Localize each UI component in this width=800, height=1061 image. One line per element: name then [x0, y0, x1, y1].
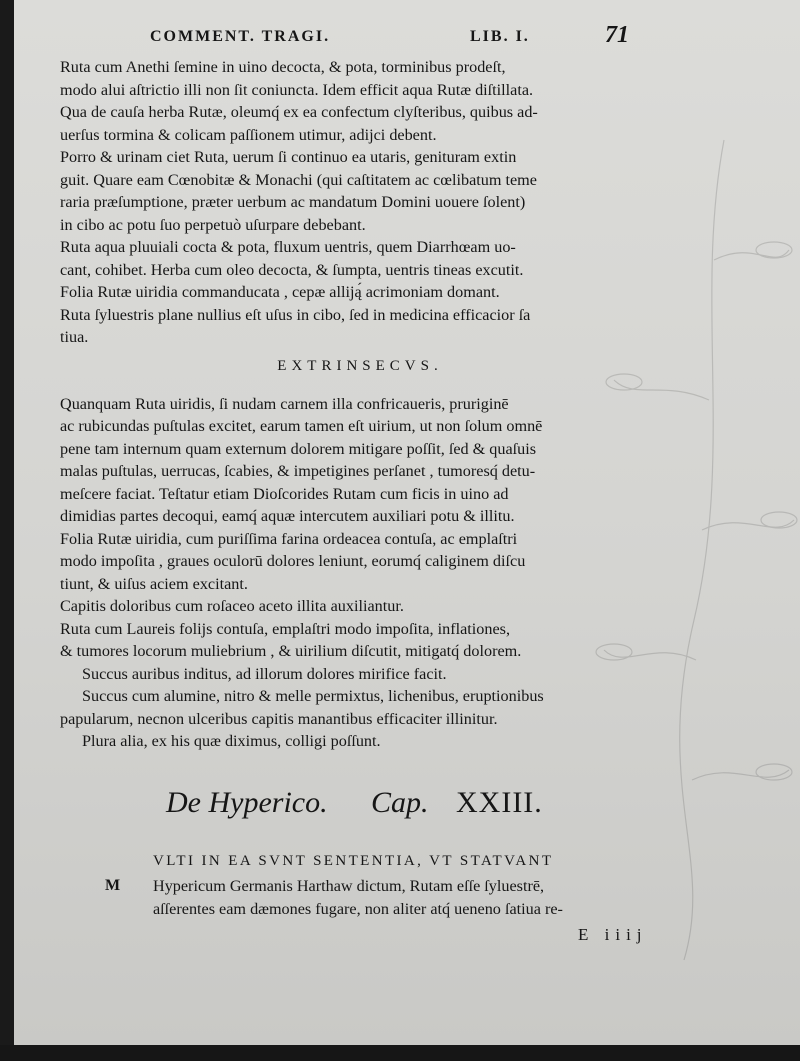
text-line: aſſerentes eam dæmones fugare, non aliter atq́ ueneno ſatiua re- — [153, 900, 563, 918]
text-line: Ruta aqua pluuiali cocta & pota, fluxum uentris, quem Diarrhœam uo- — [60, 238, 516, 256]
text-line: in cibo ac potu ſuo perpetuò uſurpare debebant. — [60, 215, 366, 234]
book-number: LIB. I. — [470, 28, 530, 45]
text-line: Succus auribus inditus, ad illorum dolores mirifice facit. — [82, 664, 447, 683]
paragraph-7 — [60, 528, 660, 596]
text-line: Quanquam Ruta uiridis, ſi nudam carnem illa confricaueris, pruriginē — [60, 394, 509, 413]
paragraph-4 — [60, 281, 660, 304]
text-line: Capitis doloribus cum roſaceo aceto illita auxiliantur. — [60, 597, 404, 615]
paragraph-12 — [60, 730, 660, 753]
text-line: modo alui aſtrictio illi non ſit coniuncta. Idem efficit aqua Rutæ diſtillata. — [60, 80, 534, 99]
paragraph-6 — [60, 393, 660, 528]
text-line: malas puſtulas, uerrucas, ſcabies, & impetigines perſanet , tumoresq́ detu- — [60, 462, 536, 480]
text-line: meſcere faciat. Teſtatur etiam Dioſcorides Rutam cum ficis in uino ad — [60, 484, 509, 503]
text-line: Folia Rutæ uiridia commanducata , cepæ alliją́ acrimoniam domant. — [60, 283, 500, 301]
paragraph-2 — [60, 146, 660, 236]
text-line: Porro & urinam ciet Ruta, uerum ſi continuo ea utaris, genituram extin — [60, 148, 517, 166]
text-line: guit. Quare eam Cœnobitæ & Monachi (qui caſtitatem ac cœlibatum teme — [60, 170, 537, 189]
text-line: Folia Rutæ uiridia, cum puriſſima farina ordeacea contuſa, ac emplaſtri — [60, 529, 518, 548]
text-line: Ruta cum Anethi ſemine in uino decocta, & pota, torminibus prodeſt, — [60, 58, 506, 76]
paragraph-5 — [60, 304, 660, 349]
text-line: cant, cohibet. Herba cum oleo decocta, & ſumpta, uentris tineas excutit. — [60, 260, 524, 279]
chapter-heading — [166, 786, 606, 826]
text-line: papularum, necnon ulceribus capitis manantibus efficaciter illinitur. — [60, 709, 498, 728]
text-line: tiunt, & uiſus aciem excitant. — [60, 574, 248, 593]
text-line: & tumores locorum muliebrium , & uirilium diſcutit, mitigatq́ dolorem. — [60, 642, 522, 660]
text-line: Qua de cauſa herba Rutæ, oleumq́ ex ea confectum clyſteribus, quibus ad- — [60, 103, 538, 121]
text-line: ac rubicundas puſtulas excitet, earum tamen eſt uirium, ut non ſolum omnē — [60, 417, 543, 435]
text-line: Plura alia, ex his quæ diximus, colligi poſſunt. — [82, 732, 381, 750]
main-text — [60, 56, 660, 753]
bottom-dark-edge — [0, 1045, 800, 1061]
text-line: pene tam internum quam externum dolorem mitigare poſſit, ſed & quaſuis — [60, 439, 537, 458]
left-dark-edge — [0, 0, 14, 1061]
text-line: Ruta cum Laureis folijs contuſa, emplaſtri modo impoſita, inflationes, — [60, 619, 511, 638]
text-line: tiua. — [60, 328, 89, 346]
text-line: modo impoſita , graues oculorū dolores leniunt, eorumq́ caliginem diſcu — [60, 552, 526, 570]
text-line: Ruta ſyluestris plane nullius eſt uſus in cibo, ſed in medicina efficacior ſa — [60, 305, 531, 324]
paragraph-8 — [60, 595, 660, 618]
initial-letter: M — [105, 877, 121, 894]
running-title: COMMENT. TRAGI. — [150, 28, 331, 45]
paragraph-10 — [60, 663, 660, 686]
signature-mark: E iiij — [578, 925, 648, 944]
opening-capitals-line: VLTI IN EA SVNT SENTENTIA, VT STATVANT — [153, 853, 554, 869]
paragraph-9 — [60, 618, 660, 663]
text-line: dimidias partes decoqui, eamq́ aquæ intercutem auxiliari potu & illitu. — [60, 507, 515, 525]
text-line: Hypericum Germanis Harthaw dictum, Rutam eſſe ſyluestrē, — [153, 877, 545, 895]
folio-number: 71 — [605, 22, 629, 48]
text-line: uerſus tormina & colicam paſſionem utimur, adijci debent. — [60, 125, 437, 144]
paragraph-1 — [60, 56, 660, 146]
paragraph-3 — [60, 236, 660, 281]
chapter-number: XXIII. — [456, 786, 543, 819]
chapter-title: De Hyperico. — [166, 786, 328, 819]
section-heading-extrinsecus: EXTRINSECVS. — [277, 357, 443, 374]
text-line: Succus cum alumine, nitro & melle permixtus, lichenibus, eruptionibus — [82, 687, 544, 705]
paragraph-11 — [60, 685, 660, 730]
text-line: raria præſumptione, præter uerbum ac mandatum Domini uouere ſolent) — [60, 193, 526, 211]
chapter-cap-label: Cap. — [371, 786, 429, 819]
